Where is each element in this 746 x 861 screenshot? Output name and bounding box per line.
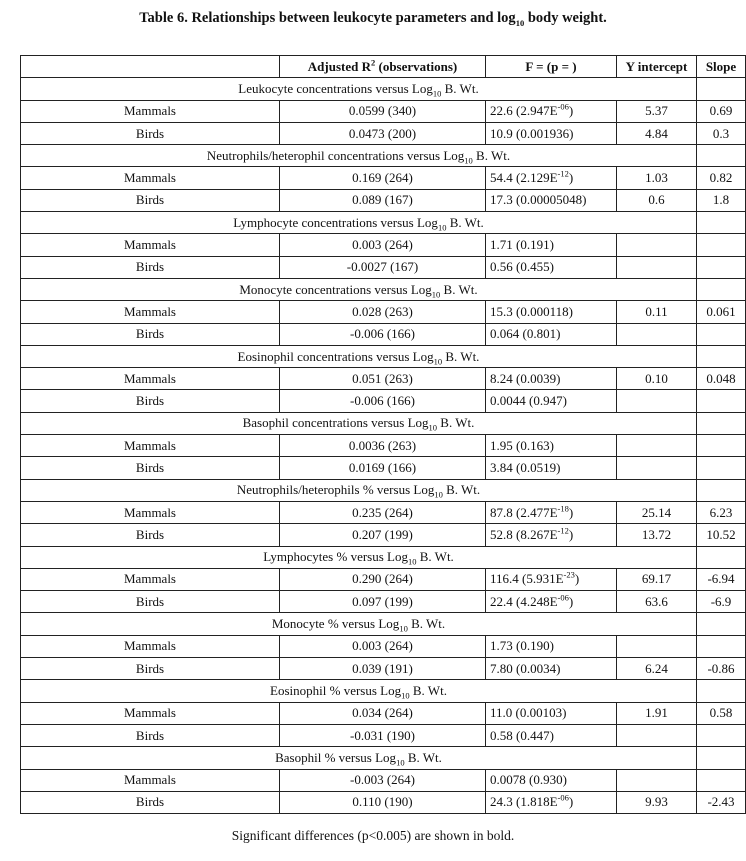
f-value-cell bbox=[486, 591, 617, 613]
section-title-subscript: 10 bbox=[434, 489, 443, 500]
adjusted-r2-cell: 0.0036 (263) bbox=[280, 435, 486, 457]
y-intercept-cell: 1.03 bbox=[617, 167, 697, 189]
table-row bbox=[21, 122, 746, 144]
y-intercept-cell: 9.93 bbox=[617, 791, 697, 813]
caption-text-end: body weight. bbox=[524, 10, 607, 26]
section-row bbox=[21, 546, 746, 568]
f-value-exponent: -18 bbox=[557, 503, 569, 514]
table-row bbox=[21, 368, 746, 390]
section-title bbox=[21, 613, 697, 635]
section-title-text-end: B. Wt. bbox=[441, 80, 479, 96]
table-row bbox=[21, 390, 746, 412]
adjusted-r2-cell: -0.0027 (167) bbox=[280, 256, 486, 278]
section-title-text: Lymphocytes % versus Log bbox=[263, 549, 408, 565]
section-title-text-end: B. Wt. bbox=[437, 415, 475, 431]
f-value-close: ) bbox=[574, 571, 580, 587]
group-label: Mammals bbox=[21, 301, 280, 323]
f-value-exponent: -12 bbox=[557, 168, 569, 179]
f-value-cell bbox=[486, 791, 617, 813]
f-value-cell bbox=[486, 702, 617, 724]
slope-cell bbox=[697, 769, 746, 791]
y-intercept-cell: 4.84 bbox=[617, 122, 697, 144]
f-value-close: ) bbox=[568, 504, 574, 520]
group-label: Mammals bbox=[21, 635, 280, 657]
group-label: Mammals bbox=[21, 568, 280, 590]
section-row bbox=[21, 680, 746, 702]
f-value-cell bbox=[486, 658, 617, 680]
f-value-text: 0.064 (0.801) bbox=[490, 326, 561, 342]
y-intercept-cell: 0.6 bbox=[617, 189, 697, 211]
section-title-text-end: B. Wt. bbox=[442, 348, 480, 364]
f-value-text: 0.56 (0.455) bbox=[490, 259, 554, 275]
y-intercept-cell bbox=[617, 724, 697, 746]
slope-cell: 0.061 bbox=[697, 301, 746, 323]
slope-cell: 6.23 bbox=[697, 501, 746, 523]
y-intercept-cell bbox=[617, 323, 697, 345]
section-title bbox=[21, 278, 697, 300]
section-title-text-end: B. Wt. bbox=[409, 682, 447, 698]
section-title bbox=[21, 345, 697, 367]
slope-cell bbox=[697, 323, 746, 345]
section-title-subscript: 10 bbox=[433, 356, 443, 367]
adjusted-r2-cell: 0.0473 (200) bbox=[280, 122, 486, 144]
header-cell-slope: Slope bbox=[697, 56, 746, 78]
section-row bbox=[21, 747, 746, 769]
f-value-cell bbox=[486, 301, 617, 323]
group-label: Birds bbox=[21, 189, 280, 211]
f-value-cell bbox=[486, 769, 617, 791]
table-row bbox=[21, 635, 746, 657]
y-intercept-cell bbox=[617, 390, 697, 412]
section-title-text: Neutrophils/heterophil concentrations versus Log bbox=[206, 147, 465, 163]
f-value-text: 22.6 (2.947E bbox=[490, 103, 558, 119]
adjusted-r2-cell: 0.028 (263) bbox=[280, 301, 486, 323]
section-title bbox=[21, 747, 697, 769]
f-value-text: 54.4 (2.129E bbox=[490, 170, 558, 186]
table-row bbox=[21, 524, 746, 546]
f-value-cell bbox=[486, 501, 617, 523]
section-row bbox=[21, 412, 746, 434]
section-title-text: Neutrophils/heterophils % versus Log bbox=[236, 482, 435, 498]
f-value-exponent: -06 bbox=[557, 592, 569, 603]
slope-cell-empty bbox=[697, 412, 746, 434]
slope-cell: 0.82 bbox=[697, 167, 746, 189]
f-value-text: 116.4 (5.931E bbox=[490, 571, 564, 587]
adjusted-r2-cell: -0.006 (166) bbox=[280, 390, 486, 412]
adjusted-r2-cell: -0.003 (264) bbox=[280, 769, 486, 791]
section-title-text: Basophil % versus Log bbox=[275, 749, 397, 765]
table-row bbox=[21, 568, 746, 590]
slope-cell bbox=[697, 256, 746, 278]
group-label: Birds bbox=[21, 457, 280, 479]
f-value-text: 0.0078 (0.930) bbox=[490, 772, 567, 788]
y-intercept-cell: 5.37 bbox=[617, 100, 697, 122]
y-intercept-cell: 0.10 bbox=[617, 368, 697, 390]
section-title-text-end: B. Wt. bbox=[446, 214, 484, 230]
table-row bbox=[21, 256, 746, 278]
group-label: Mammals bbox=[21, 100, 280, 122]
table-body bbox=[21, 78, 746, 814]
f-value-cell bbox=[486, 368, 617, 390]
f-value-text: 1.73 (0.190) bbox=[490, 638, 554, 654]
f-value-close: ) bbox=[568, 593, 574, 609]
section-title-subscript: 10 bbox=[464, 155, 473, 166]
group-label: Mammals bbox=[21, 234, 280, 256]
section-title-text: Eosinophil % versus Log bbox=[270, 682, 402, 698]
f-value-cell bbox=[486, 323, 617, 345]
f-value-exponent: -06 bbox=[557, 793, 569, 804]
section-title-text: Lymphocyte concentrations versus Log bbox=[233, 214, 438, 230]
section-title-subscript: 10 bbox=[432, 88, 442, 99]
adjusted-r2-cell: 0.051 (263) bbox=[280, 368, 486, 390]
header-cell-f: F = (p = ) bbox=[486, 56, 617, 78]
f-value-exponent: -06 bbox=[557, 101, 569, 112]
table-row bbox=[21, 435, 746, 457]
group-label: Mammals bbox=[21, 435, 280, 457]
table-row bbox=[21, 791, 746, 813]
adjusted-r2-cell: -0.006 (166) bbox=[280, 323, 486, 345]
slope-cell-empty bbox=[697, 479, 746, 501]
table-row bbox=[21, 724, 746, 746]
section-title-subscript: 10 bbox=[407, 556, 417, 567]
slope-cell-empty bbox=[697, 680, 746, 702]
section-row bbox=[21, 212, 746, 234]
section-title-text-end: B. Wt. bbox=[404, 749, 442, 765]
caption-subscript: 10 bbox=[515, 17, 525, 28]
section-row bbox=[21, 479, 746, 501]
section-title bbox=[21, 546, 697, 568]
f-value-cell bbox=[486, 524, 617, 546]
table-row bbox=[21, 658, 746, 680]
f-value-cell bbox=[486, 568, 617, 590]
slope-cell: 1.8 bbox=[697, 189, 746, 211]
y-intercept-cell bbox=[617, 457, 697, 479]
slope-cell bbox=[697, 724, 746, 746]
f-value-cell bbox=[486, 167, 617, 189]
adjusted-r2-cell: 0.290 (264) bbox=[280, 568, 486, 590]
slope-cell bbox=[697, 635, 746, 657]
group-label: Birds bbox=[21, 524, 280, 546]
slope-cell: -6.9 bbox=[697, 591, 746, 613]
section-row bbox=[21, 613, 746, 635]
f-value-text: 7.80 (0.0034) bbox=[490, 660, 561, 676]
y-intercept-cell: 1.91 bbox=[617, 702, 697, 724]
slope-cell-empty bbox=[697, 546, 746, 568]
section-title-text-end: B. Wt. bbox=[442, 482, 481, 498]
f-value-exponent: -23 bbox=[563, 570, 575, 581]
f-value-close: ) bbox=[568, 526, 574, 542]
section-title-text-end: B. Wt. bbox=[416, 549, 454, 565]
section-title bbox=[21, 78, 697, 100]
slope-cell-empty bbox=[697, 747, 746, 769]
slope-cell: -0.86 bbox=[697, 658, 746, 680]
f-value-text: 11.0 (0.00103) bbox=[490, 705, 567, 721]
f-value-cell bbox=[486, 189, 617, 211]
adjusted-r2-cell: 0.003 (264) bbox=[280, 635, 486, 657]
f-value-text: 17.3 (0.00005048) bbox=[490, 192, 587, 208]
table-row bbox=[21, 769, 746, 791]
f-value-cell bbox=[486, 390, 617, 412]
y-intercept-cell: 13.72 bbox=[617, 524, 697, 546]
slope-cell: 10.52 bbox=[697, 524, 746, 546]
slope-cell bbox=[697, 435, 746, 457]
y-intercept-cell: 63.6 bbox=[617, 591, 697, 613]
slope-cell bbox=[697, 390, 746, 412]
f-value-text: 52.8 (8.267E bbox=[490, 526, 558, 542]
section-title-text: Basophil concentrations versus Log bbox=[242, 415, 429, 431]
f-value-cell bbox=[486, 122, 617, 144]
section-title-text: Monocyte concentrations versus Log bbox=[239, 281, 432, 297]
group-label: Mammals bbox=[21, 368, 280, 390]
group-label: Mammals bbox=[21, 702, 280, 724]
y-intercept-cell: 6.24 bbox=[617, 658, 697, 680]
section-title-text: Monocyte % versus Log bbox=[271, 616, 400, 632]
y-intercept-cell: 69.17 bbox=[617, 568, 697, 590]
f-value-text: 0.58 (0.447) bbox=[490, 727, 554, 743]
section-title-subscript: 10 bbox=[431, 289, 441, 300]
adjusted-r2-cell: 0.089 (167) bbox=[280, 189, 486, 211]
f-value-close: ) bbox=[568, 103, 574, 119]
section-title-subscript: 10 bbox=[396, 757, 405, 768]
f-value-cell bbox=[486, 100, 617, 122]
group-label: Birds bbox=[21, 122, 280, 144]
group-label: Mammals bbox=[21, 501, 280, 523]
group-label: Birds bbox=[21, 658, 280, 680]
group-label: Mammals bbox=[21, 167, 280, 189]
slope-cell-empty bbox=[697, 78, 746, 100]
header-cell-r2: Adjusted $R^2$ (observations) bbox=[280, 56, 486, 78]
group-label: Birds bbox=[21, 256, 280, 278]
y-intercept-cell: 25.14 bbox=[617, 501, 697, 523]
slope-cell: -6.94 bbox=[697, 568, 746, 590]
slope-cell: 0.69 bbox=[697, 100, 746, 122]
group-label: Birds bbox=[21, 323, 280, 345]
f-value-text: 3.84 (0.0519) bbox=[490, 459, 561, 475]
adjusted-r2-cell: 0.034 (264) bbox=[280, 702, 486, 724]
table-row bbox=[21, 323, 746, 345]
y-intercept-cell: 0.11 bbox=[617, 301, 697, 323]
slope-cell-empty bbox=[697, 278, 746, 300]
f-value-text: 10.9 (0.001936) bbox=[490, 125, 574, 141]
f-value-text: 24.3 (1.818E bbox=[490, 794, 558, 810]
section-title bbox=[21, 680, 697, 702]
header-cell-group bbox=[21, 56, 280, 78]
f-value-cell bbox=[486, 256, 617, 278]
f-value-text: 1.71 (0.191) bbox=[490, 237, 554, 253]
slope-cell: 0.58 bbox=[697, 702, 746, 724]
f-value-cell bbox=[486, 635, 617, 657]
y-intercept-cell bbox=[617, 635, 697, 657]
y-intercept-cell bbox=[617, 769, 697, 791]
section-row bbox=[21, 345, 746, 367]
table-row bbox=[21, 234, 746, 256]
slope-cell: 0.048 bbox=[697, 368, 746, 390]
table-row bbox=[21, 100, 746, 122]
slope-cell-empty bbox=[697, 145, 746, 167]
adjusted-r2-cell: 0.0169 (166) bbox=[280, 457, 486, 479]
f-value-text: 22.4 (4.248E bbox=[490, 593, 558, 609]
table-row bbox=[21, 457, 746, 479]
f-value-cell bbox=[486, 234, 617, 256]
table-row bbox=[21, 702, 746, 724]
adjusted-r2-cell: 0.207 (199) bbox=[280, 524, 486, 546]
caption-text: Table 6. Relationships between leukocyte parameters and log bbox=[139, 10, 516, 26]
f-value-text: 15.3 (0.000118) bbox=[490, 303, 573, 319]
group-label: Birds bbox=[21, 390, 280, 412]
slope-cell-empty bbox=[697, 345, 746, 367]
section-title-subscript: 10 bbox=[437, 222, 447, 233]
adjusted-r2-cell: 0.235 (264) bbox=[280, 501, 486, 523]
f-value-exponent: -12 bbox=[557, 525, 569, 536]
section-title bbox=[21, 145, 697, 167]
f-value-close: ) bbox=[568, 170, 574, 186]
section-row bbox=[21, 145, 746, 167]
table-caption bbox=[0, 10, 746, 27]
f-value-close: ) bbox=[568, 794, 574, 810]
table-row bbox=[21, 167, 746, 189]
slope-cell-empty bbox=[697, 613, 746, 635]
adjusted-r2-cell: 0.039 (191) bbox=[280, 658, 486, 680]
section-row bbox=[21, 78, 746, 100]
f-value-text: 8.24 (0.0039) bbox=[490, 370, 561, 386]
section-title-subscript: 10 bbox=[399, 623, 408, 634]
table-footnote: Significant differences (p<0.005) are shown in bold. bbox=[231, 828, 515, 843]
group-label: Mammals bbox=[21, 769, 280, 791]
slope-cell bbox=[697, 457, 746, 479]
section-row bbox=[21, 278, 746, 300]
section-title bbox=[21, 212, 697, 234]
y-intercept-cell bbox=[617, 256, 697, 278]
group-label: Birds bbox=[21, 591, 280, 613]
table-row bbox=[21, 301, 746, 323]
header-row bbox=[21, 56, 746, 78]
f-value-text: 1.95 (0.163) bbox=[490, 437, 554, 453]
y-intercept-cell bbox=[617, 234, 697, 256]
adjusted-r2-cell: -0.031 (190) bbox=[280, 724, 486, 746]
f-value-cell bbox=[486, 724, 617, 746]
slope-cell bbox=[697, 234, 746, 256]
slope-cell: 0.3 bbox=[697, 122, 746, 144]
section-title-subscript: 10 bbox=[428, 422, 438, 433]
section-title-text: Leukocyte concentrations versus Log bbox=[238, 80, 433, 96]
section-title-text-end: B. Wt. bbox=[407, 616, 446, 632]
group-label: Birds bbox=[21, 791, 280, 813]
section-title bbox=[21, 479, 697, 501]
group-label: Birds bbox=[21, 724, 280, 746]
leukocyte-table bbox=[20, 55, 746, 814]
slope-cell-empty bbox=[697, 212, 746, 234]
section-title-text: Eosinophil concentrations versus Log bbox=[237, 348, 434, 364]
f-value-cell bbox=[486, 435, 617, 457]
f-value-text: 87.8 (2.477E bbox=[490, 504, 558, 520]
section-title-text-end: B. Wt. bbox=[440, 281, 478, 297]
adjusted-r2-cell: 0.110 (190) bbox=[280, 791, 486, 813]
f-value-text: 0.0044 (0.947) bbox=[490, 393, 567, 409]
f-value-cell bbox=[486, 457, 617, 479]
section-title-text-end: B. Wt. bbox=[472, 147, 511, 163]
table-row bbox=[21, 501, 746, 523]
adjusted-r2-cell: 0.0599 (340) bbox=[280, 100, 486, 122]
section-title bbox=[21, 412, 697, 434]
section-title-subscript: 10 bbox=[401, 690, 410, 701]
adjusted-r2-cell: 0.169 (264) bbox=[280, 167, 486, 189]
y-intercept-cell bbox=[617, 435, 697, 457]
table-row bbox=[21, 591, 746, 613]
slope-cell: -2.43 bbox=[697, 791, 746, 813]
header-cell-y-intercept: Y intercept bbox=[617, 56, 697, 78]
adjusted-r2-cell: 0.003 (264) bbox=[280, 234, 486, 256]
adjusted-r2-cell: 0.097 (199) bbox=[280, 591, 486, 613]
table-row bbox=[21, 189, 746, 211]
